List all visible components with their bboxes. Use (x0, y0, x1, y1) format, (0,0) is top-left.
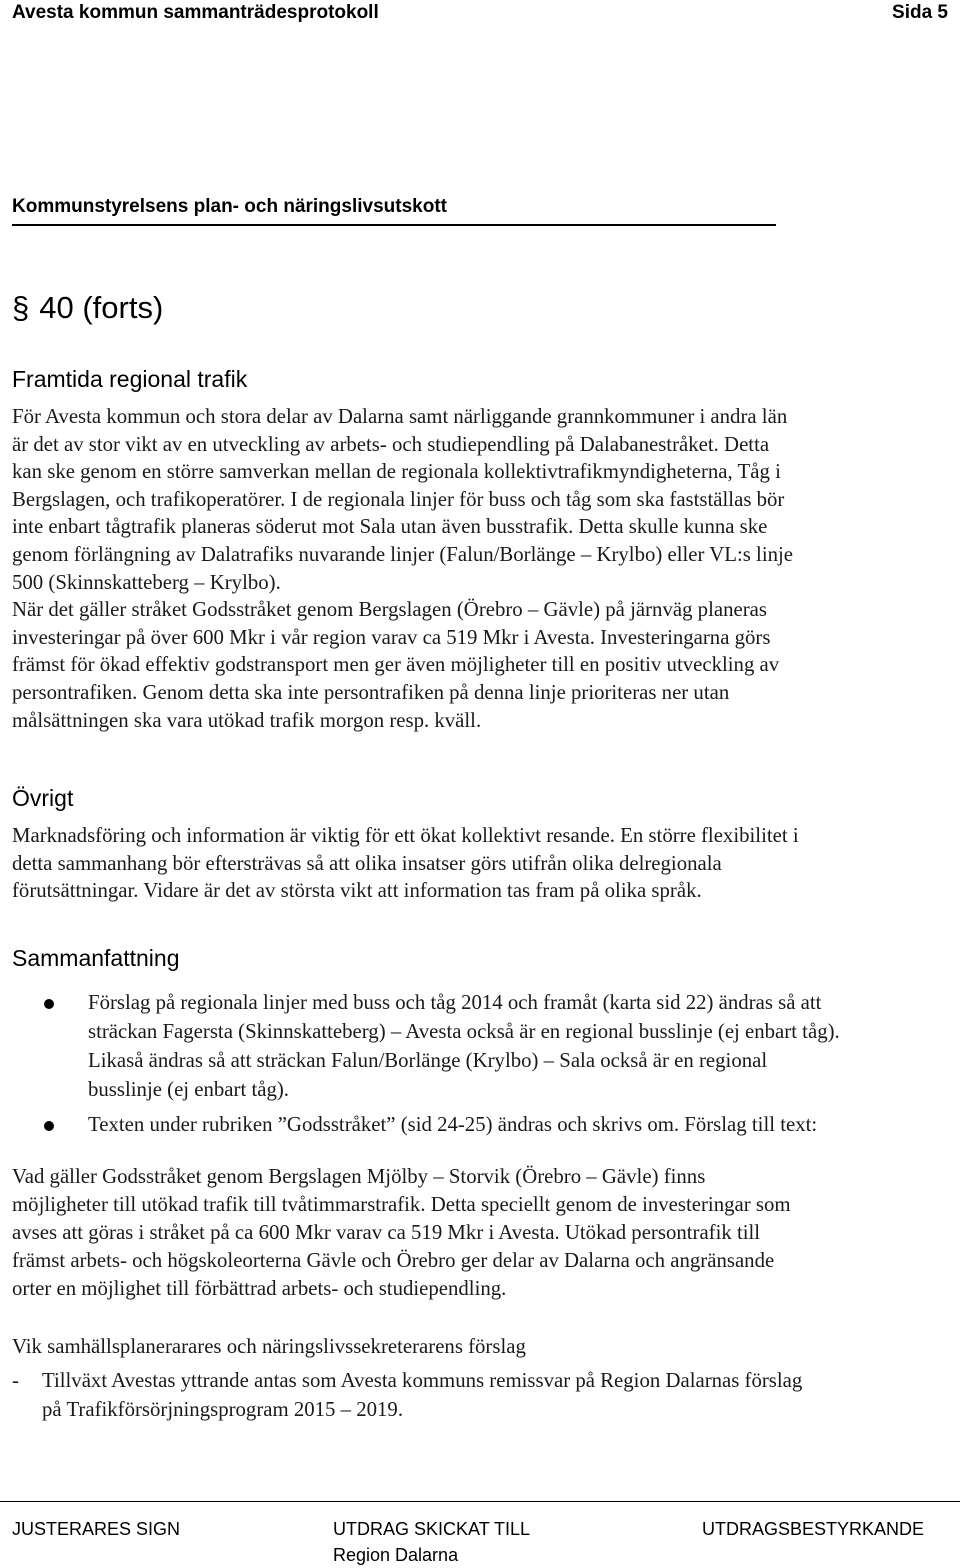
text-line: möjligheter till utökad trafik till tvåtimmarstrafik. Detta speciellt genom de investeringar som (12, 1193, 791, 1216)
text-line: persontrafiken. Genom detta ska inte persontrafiken på denna linje prioriteras ner utan (12, 680, 730, 704)
text-line: Texten under rubriken ”Godsstråket” (sid 24-25) ändras och skrivs om. Förslag till text: (88, 1113, 818, 1136)
text-line: Marknadsföring och information är viktig för ett ökat kollektivt resande. En större flexibilitet i (12, 824, 799, 847)
text-line: på Trafikförsörjningsprogram 2015 – 2019. (42, 1398, 404, 1421)
dash-marker: - (12, 1369, 19, 1392)
text-line: förutsättningar. Vidare är det av största vikt att information tas fram på olika språk. (12, 879, 702, 903)
summary-bullet-list (12, 988, 952, 1139)
document-title: Avesta kommun sammanträdesprotokoll (12, 2, 379, 23)
bullet-icon (44, 999, 54, 1009)
footer-divider (0, 1501, 960, 1502)
text-line: 500 (Skinnskatteberg – Krylbo). (12, 570, 281, 594)
heading-sammanfattning: Sammanfattning (12, 945, 180, 971)
text-line: orter en möjlighet till förbättrad arbets- och studiependling. (12, 1277, 507, 1300)
dash-list-item (12, 1366, 952, 1424)
text-line: detta sammanhang bör eftersträvas så att olika insatser görs utifrån olika delregionala (12, 851, 722, 875)
heading-framtida-regional-trafik: Framtida regional trafik (12, 366, 248, 392)
text-line: När det gäller stråket Godsstråket genom Bergslagen (Örebro – Gävle) på järnväg planeras (12, 598, 767, 622)
text-line: investeringar på över 600 Mkr i vår region varav ca 519 Mkr i Avesta. Investeringarna görs (12, 625, 771, 649)
bullet-icon (44, 1121, 54, 1131)
paragraph-number: 40 (forts) (39, 290, 164, 325)
text-line: främst arbets- och högskoleorterna Gävle och Örebro ger delar av Dalarna och angränsande (12, 1249, 775, 1272)
section-sign: § (12, 290, 30, 325)
text-line: genom förlängning av Dalatrafiks nuvarande linjer (Falun/Borlänge – Krylbo) eller VL:s linje (12, 542, 794, 566)
text-line: sträckan Fagersta (Skinnskatteberg) – Avesta också är en regional busslinje (ej enbart tåg). (88, 1020, 840, 1043)
text-line: avses att göras i stråket på ca 600 Mkr varav ca 519 Mkr i Avesta. Utökad persontrafik till (12, 1221, 761, 1244)
text-line: Vad gäller Godsstråket genom Bergslagen Mjölby – Storvik (Örebro – Gävle) finns (12, 1165, 706, 1188)
committee-underline (12, 224, 776, 226)
text-line: Likaså ändras så att sträckan Falun/Borlänge (Krylbo) – Sala också är en regional (88, 1049, 768, 1072)
list-item (12, 988, 952, 1104)
text-line: främst för ökad effektiv godstransport men ger även möjligheter till en positiv utveckling av (12, 653, 780, 677)
footer-excerpt-sent-to (333, 1516, 530, 1568)
section2-body (12, 822, 952, 905)
heading-ovrigt: Övrigt (12, 785, 74, 811)
text-line: Tillväxt Avestas yttrande antas som Avesta kommuns remissvar på Region Dalarnas förslag (42, 1369, 803, 1392)
proposal-heading: Vik samhällsplanerarares och näringslivssekreterarens förslag (12, 1335, 526, 1358)
list-item (12, 1110, 952, 1139)
footer-certification-label: UTDRAGSBESTYRKANDE (702, 1519, 925, 1539)
text-line: inte enbart tågtrafik planeras söderut mot Sala utan även busstrafik. Detta skulle kunna ske (12, 515, 768, 539)
footer-recipient: Region Dalarna (333, 1545, 459, 1565)
text-line: Förslag på regionala linjer med buss och tåg 2014 och framåt (karta sid 22) ändras så att (88, 991, 822, 1014)
text-line: kan ske genom en större samverkan mellan de regionala kollektivtrafikmyndigheterna, Tåg i (12, 460, 781, 484)
decision-item (12, 1366, 952, 1424)
text-line: är det av stor vikt av en utveckling av arbets- och studiependling på Dalabanestråket. Detta (12, 432, 770, 456)
page-header (12, 0, 948, 26)
text-line: Bergslagen, och trafikoperatörer. I de regionala linjer för buss och tåg som ska fastställas bör (12, 487, 785, 511)
section1-body (12, 403, 952, 734)
text-line: busslinje (ej enbart tåg). (88, 1078, 289, 1101)
committee-name: Kommunstyrelsens plan- och näringslivsutskott (12, 196, 447, 217)
proposal-text (12, 1163, 952, 1303)
footer-signature-label: JUSTERARES SIGN (12, 1519, 181, 1539)
text-line: målsättningen ska vara utökad trafik morgon resp. kväll. (12, 708, 482, 732)
text-line: För Avesta kommun och stora delar av Dalarna samt närliggande grannkommuner i andra län (12, 405, 788, 428)
page-number: Sida 5 (892, 2, 948, 23)
footer-excerpt-label: UTDRAG SKICKAT TILL (333, 1519, 531, 1539)
paragraph-title (12, 288, 163, 328)
